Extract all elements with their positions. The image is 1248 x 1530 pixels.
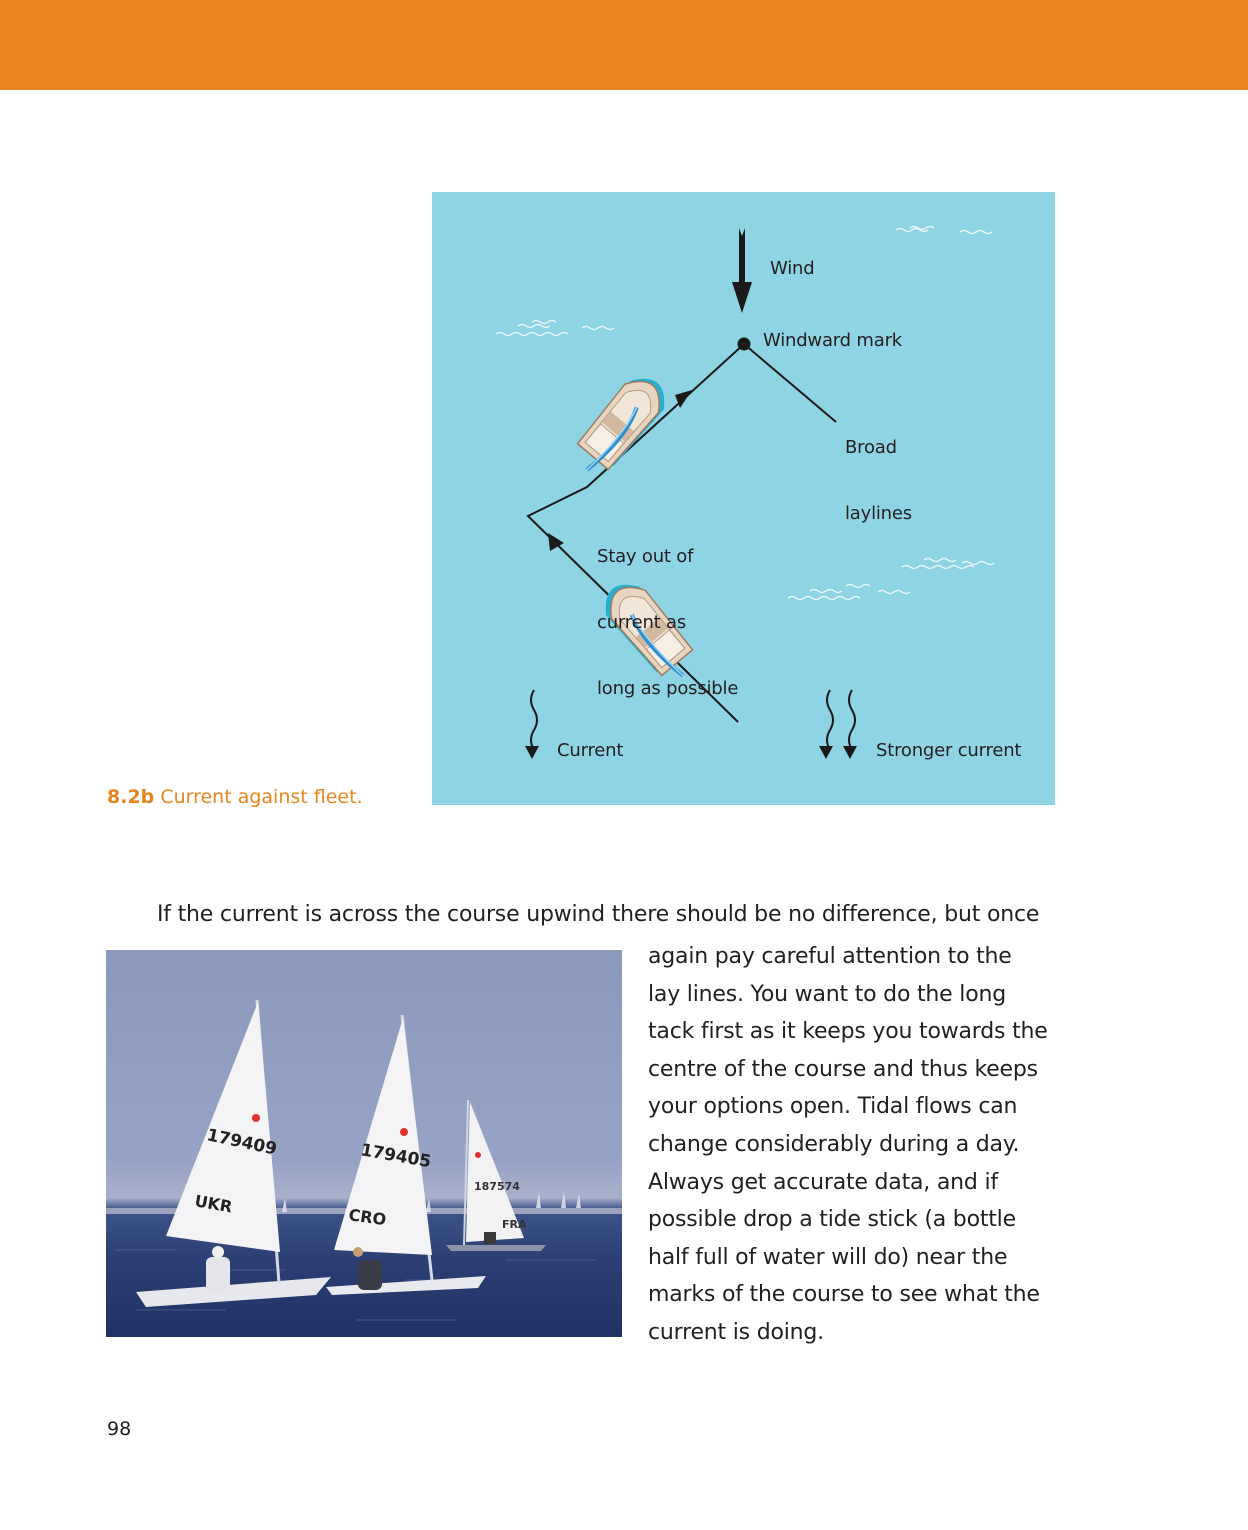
windward-mark-label: Windward mark [763,330,903,351]
page-number: 98 [107,1418,132,1440]
figure-caption [107,786,363,808]
body-line: lay lines. You want to do the long [648,981,1006,1007]
stronger-current-arrows-icon [819,690,857,759]
body-line: tack first as it keeps you towards the [648,1019,1048,1045]
windward-mark-icon [738,338,751,351]
body-text-first-line: If the current is across the course upwind there should be no difference, but once [157,902,1040,927]
svg-text:FRA: FRA [502,1218,527,1231]
body-line: possible drop a tide stick (a bottle [648,1207,1016,1233]
current-diagram [432,192,1055,805]
body-line: marks of the course to see what the [648,1282,1040,1308]
svg-text:179405: 179405 [359,1140,433,1173]
current-label: Current [557,740,624,761]
body-line: again pay careful attention to the [648,944,1012,969]
body-line: Always get accurate data, and if [648,1169,998,1195]
stronger-current-label: Stronger current [876,740,1022,761]
sailboat-fra [446,1100,546,1251]
body-line: current is doing. [648,1319,824,1345]
sailing-photo [106,950,622,1337]
svg-text:UKR: UKR [193,1191,234,1217]
body-line: your options open. Tidal flows can [648,1094,1018,1120]
laser-dinghies-image [106,950,622,1337]
svg-text:187574: 187574 [474,1180,520,1193]
figure-number: 8.2b [107,786,155,808]
svg-text:CRO: CRO [347,1205,388,1230]
broad-laylines-label: Broad laylines [845,437,912,524]
figure-caption-text: Current against fleet. [160,786,363,808]
wind-label: Wind [770,258,815,279]
sailboat-cro [326,1015,486,1295]
diagram-graphics [432,192,1055,805]
body-line: centre of the course and thus keeps [648,1056,1038,1082]
svg-text:179409: 179409 [204,1125,279,1160]
body-line: half full of water will do) near the [648,1244,1008,1270]
wind-arrow-icon [732,228,752,313]
sailboat-ukr [136,1000,331,1307]
header-band [0,0,1248,90]
body-text-column [648,938,1068,1352]
stay-out-of-current-label: Stay out of current as long as possible [597,546,739,699]
body-line: change considerably during a day. [648,1131,1020,1157]
current-arrow-icon [525,690,539,759]
boat-icon [567,367,674,482]
